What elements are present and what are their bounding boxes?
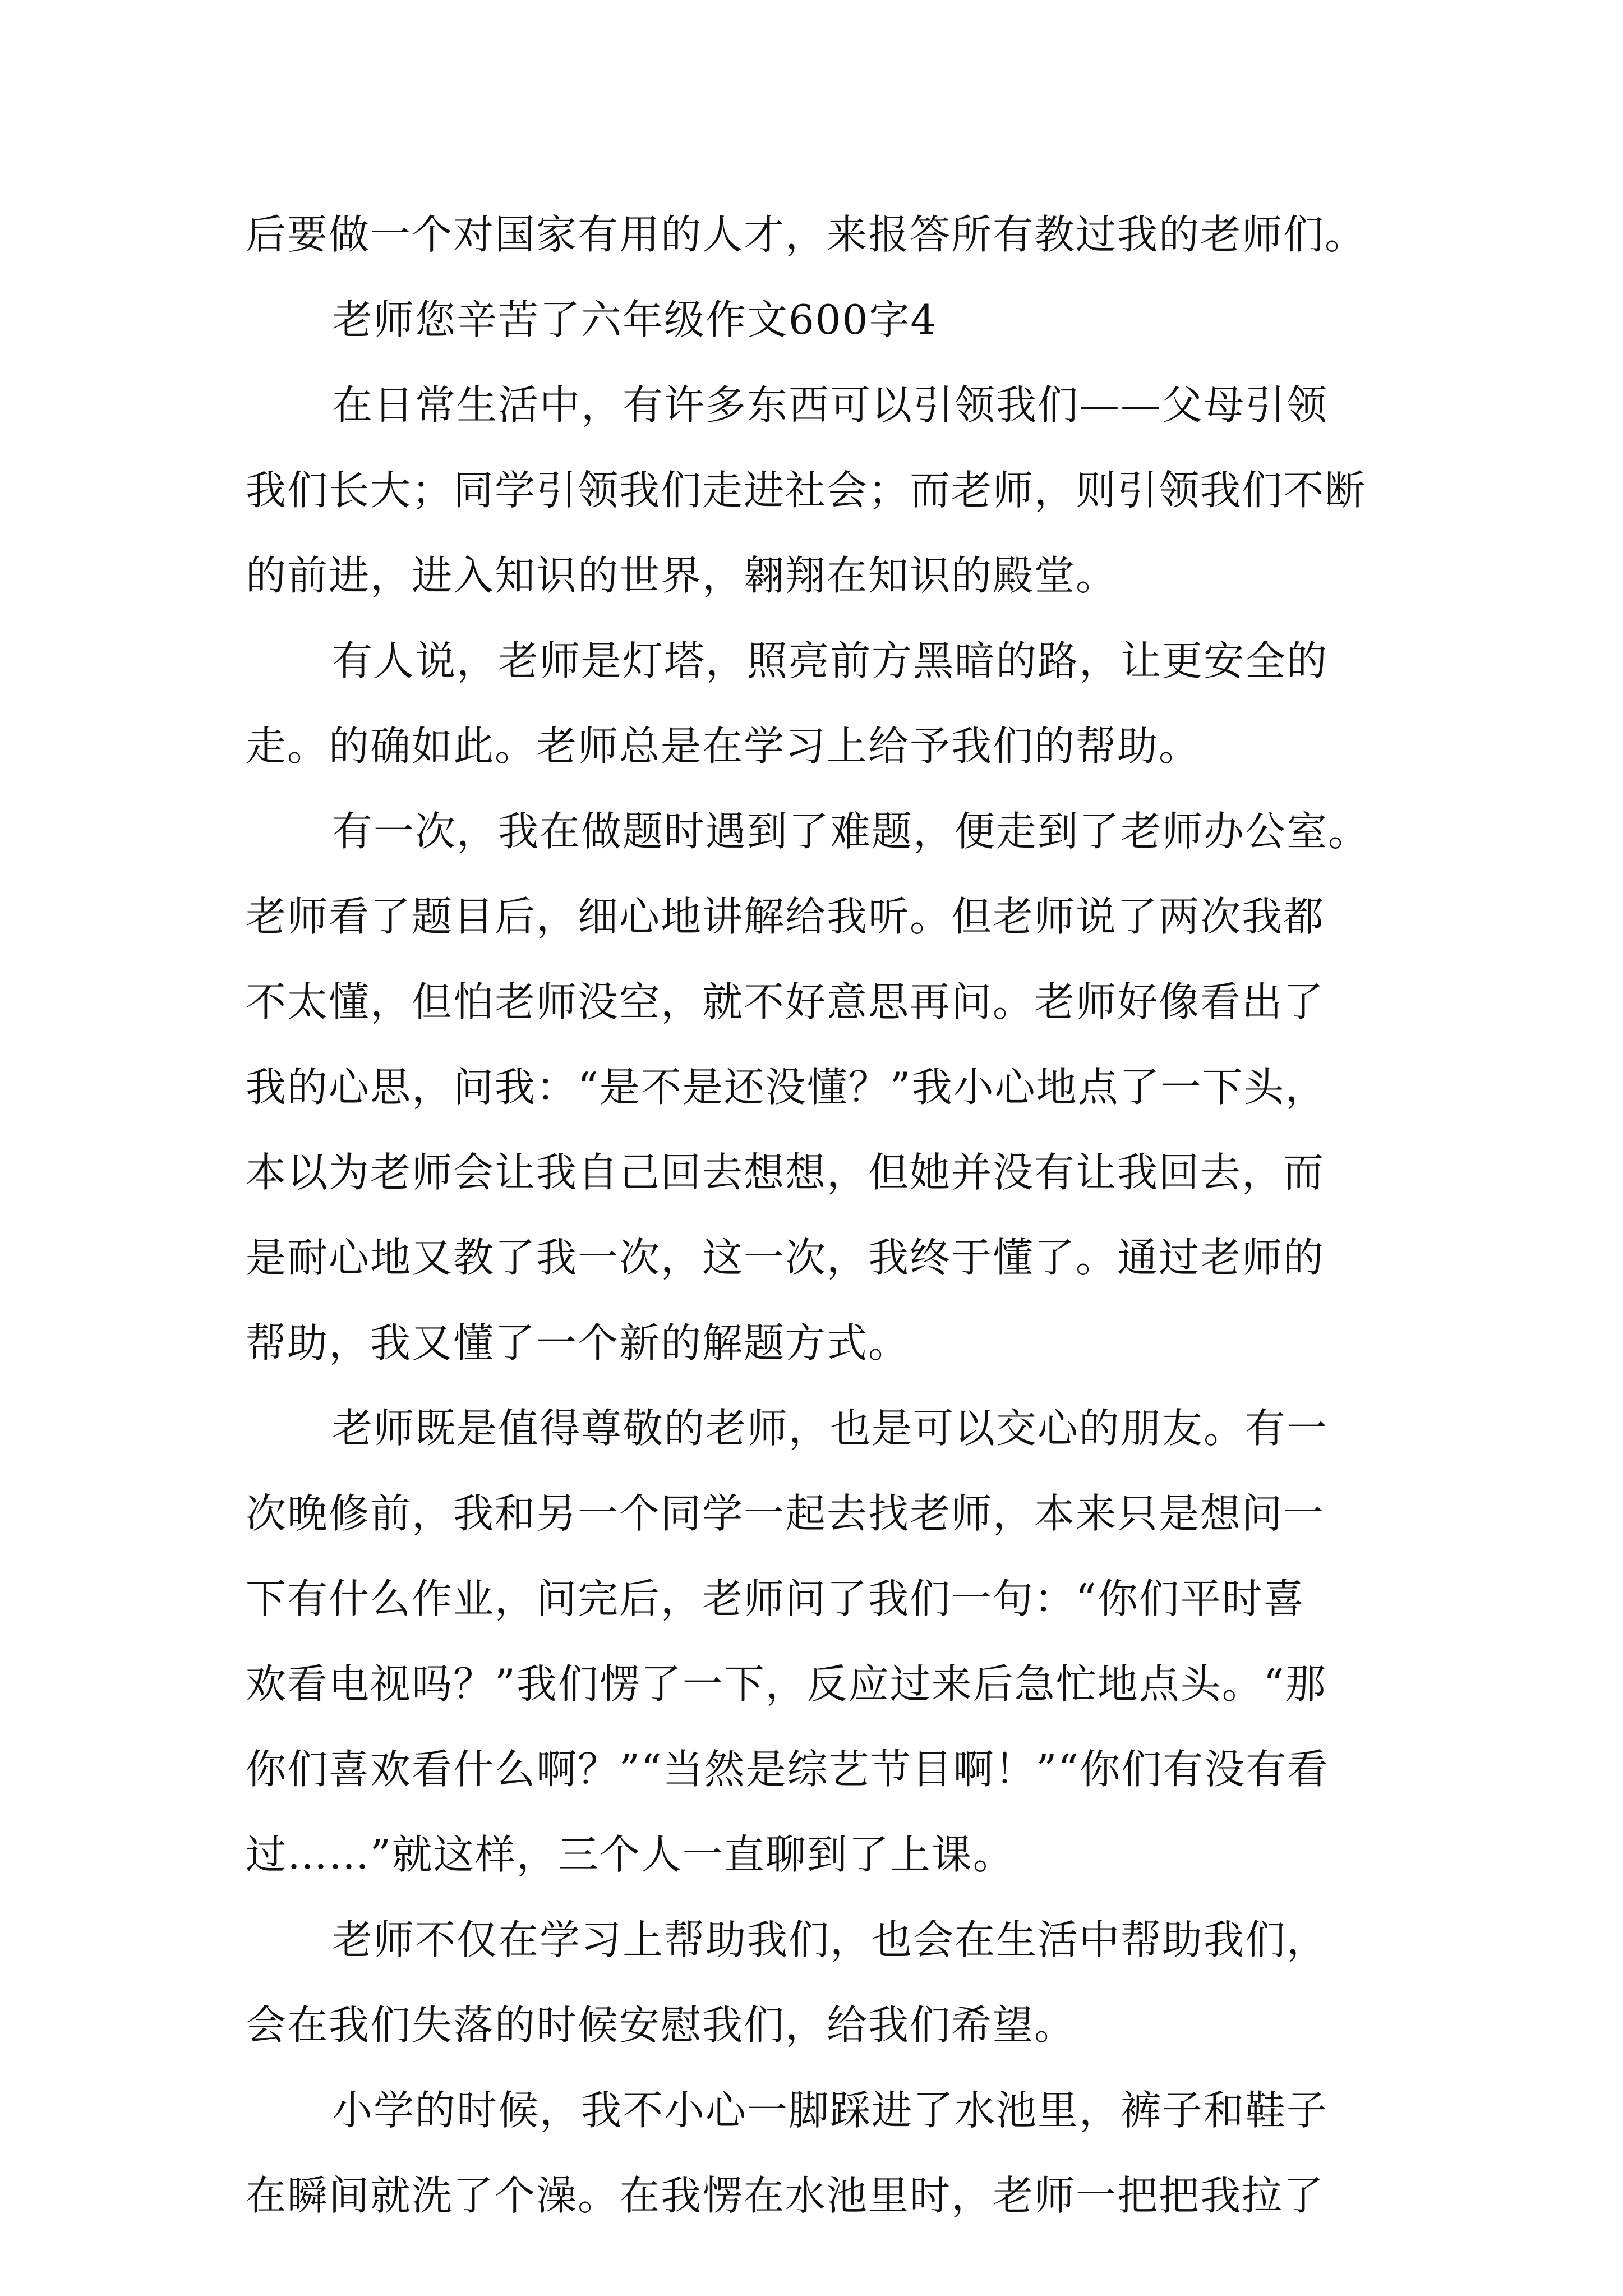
paragraph-2-line-1: 有人说，老师是灯塔，照亮前方黑暗的路，让更安全的 xyxy=(332,637,1329,684)
paragraph-6-line-2: 在瞬间就洗了个澡。在我愣在水池里时，老师一把把我拉了 xyxy=(246,2172,1325,2219)
paragraph-1-line-2: 我们长大；同学引领我们走进社会；而老师，则引领我们不断 xyxy=(246,467,1367,514)
paragraph-4-line-6: 过……”就这样，三个人一直聊到了上课。 xyxy=(246,1831,1015,1878)
paragraph-4-line-1: 老师既是值得尊敬的老师，也是可以交心的朋友。有一 xyxy=(332,1405,1329,1452)
paragraph-3-line-6: 是耐心地又教了我一次，这一次，我终于懂了。通过老师的 xyxy=(246,1234,1325,1281)
paragraph-4-line-4: 欢看电视吗？”我们愣了一下，反应过来后急忙地点头。“那 xyxy=(246,1660,1327,1708)
paragraph-3-line-7: 帮助，我又懂了一个新的解题方式。 xyxy=(246,1319,910,1366)
paragraph-6-line-1: 小学的时候，我不小心一脚踩进了水池里，裤子和鞋子 xyxy=(332,2087,1329,2134)
paragraph-4-line-5: 你们喜欢看什么啊？”“当然是综艺节目啊！”“你们有没有看 xyxy=(246,1746,1329,1793)
text-line-1: 后要做一个对国家有用的人才，来报答所有教过我的老师们。 xyxy=(246,211,1367,258)
paragraph-4-line-3: 下有什么作业，问完后，老师问了我们一句：“你们平时喜 xyxy=(246,1575,1305,1622)
paragraph-1-line-1: 在日常生活中，有许多东西可以引领我们——父母引领 xyxy=(332,381,1329,429)
paragraph-3-line-3: 不太懂，但怕老师没空，就不好意思再问。老师好像看出了 xyxy=(246,978,1325,1025)
paragraph-1-line-3: 的前进，进入知识的世界，翱翔在知识的殿堂。 xyxy=(246,552,1118,599)
paragraph-4-line-2: 次晚修前，我和另一个同学一起去找老师，本来只是想问一 xyxy=(246,1490,1325,1537)
paragraph-3-line-4: 我的心思，问我：“是不是还没懂？”我小心地点了一下头， xyxy=(246,1064,1327,1111)
paragraph-2-line-2: 走。的确如此。老师总是在学习上给予我们的帮助。 xyxy=(246,723,1201,770)
paragraph-3-line-5: 本以为老师会让我自己回去想想，但她并没有让我回去，而 xyxy=(246,1149,1325,1196)
paragraph-3-line-2: 老师看了题目后，细心地讲解给我听。但老师说了两次我都 xyxy=(246,893,1325,940)
section-heading: 老师您辛苦了六年级作文600字4 xyxy=(332,296,938,343)
paragraph-5-line-2: 会在我们失落的时候安慰我们，给我们希望。 xyxy=(246,2001,1076,2049)
paragraph-5-line-1: 老师不仅在学习上帮助我们，也会在生活中帮助我们， xyxy=(332,1916,1329,1963)
paragraph-3-line-1: 有一次，我在做题时遇到了难题，便走到了老师办公室。 xyxy=(332,808,1370,855)
